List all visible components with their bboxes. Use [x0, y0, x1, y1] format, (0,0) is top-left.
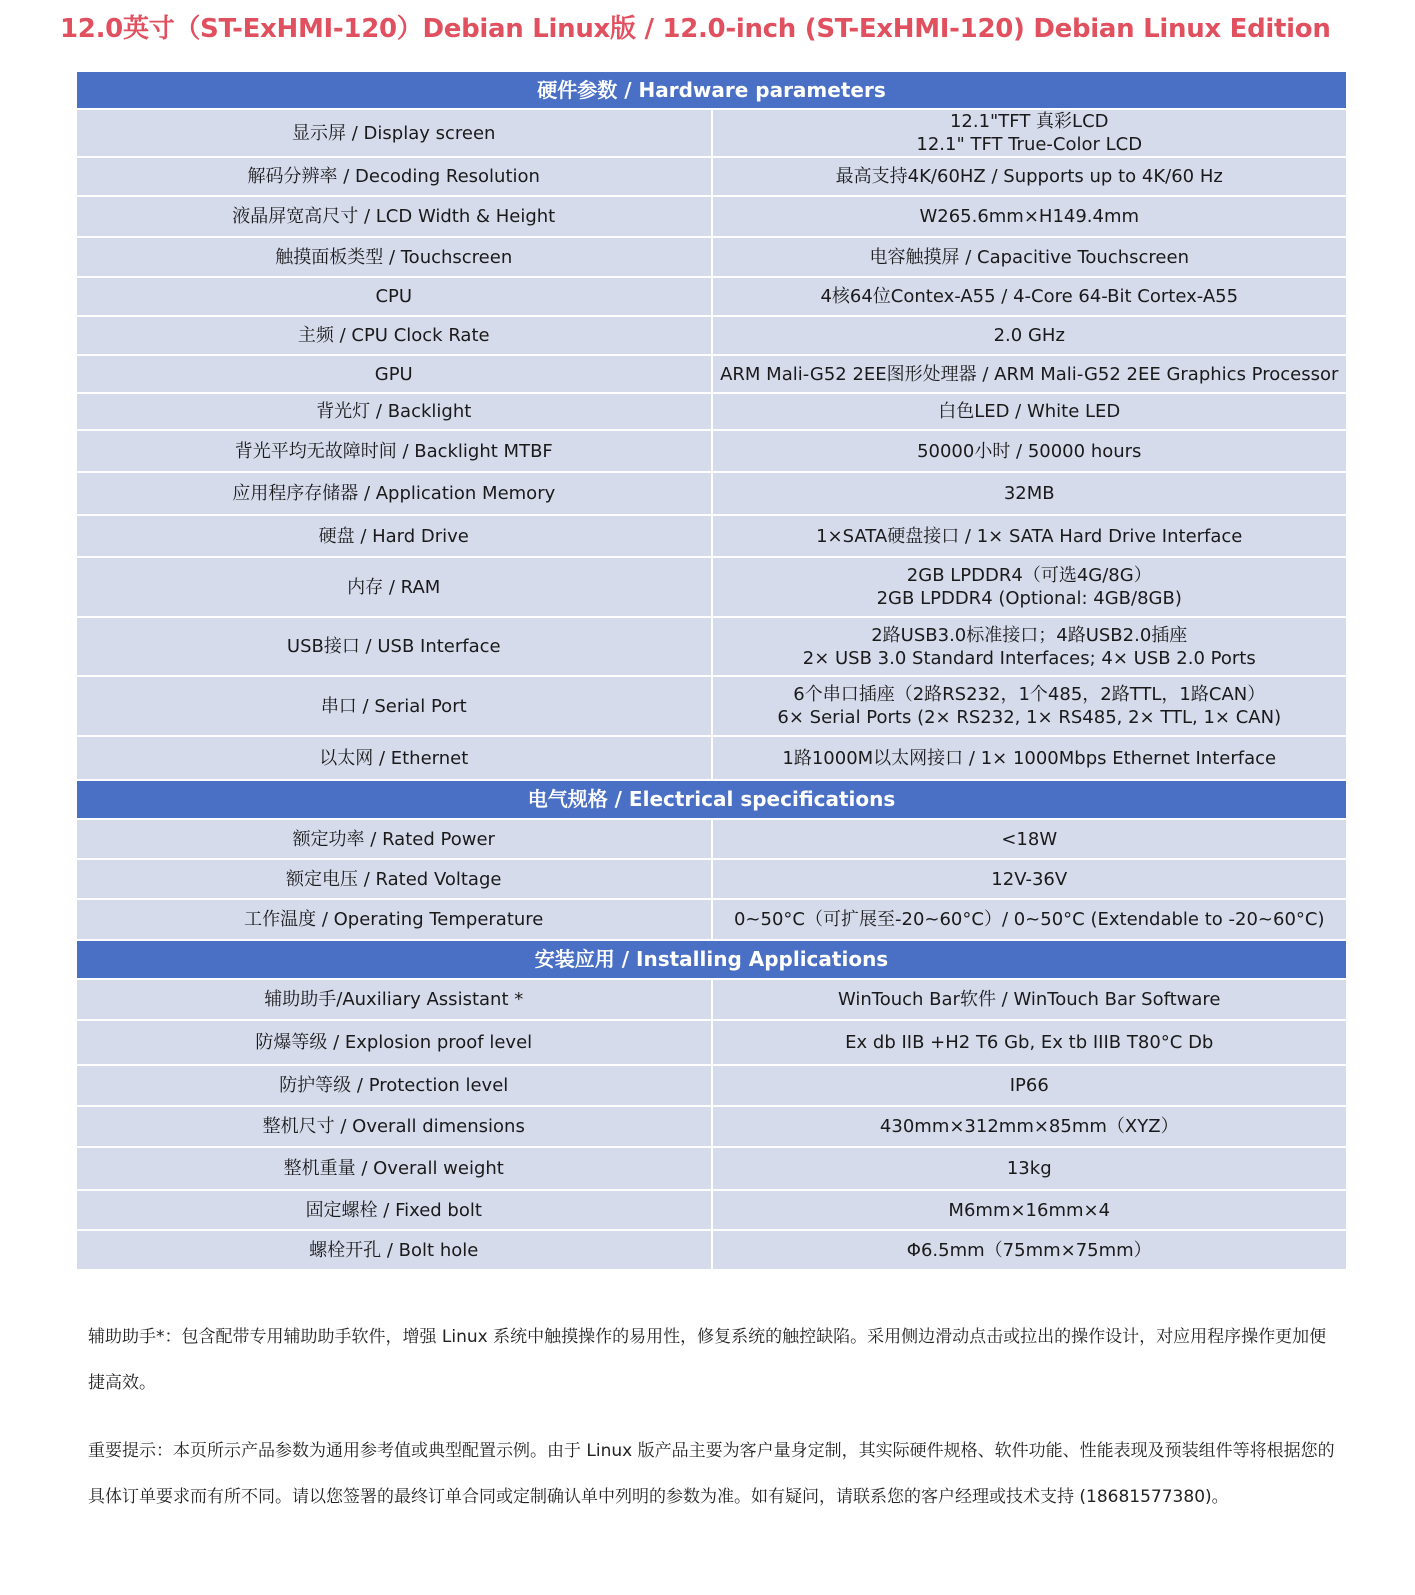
- spec-row: [76, 515, 1347, 557]
- spec-label: 螺栓开孔 / Bolt hole: [76, 1230, 712, 1270]
- spec-value: [712, 1106, 1348, 1147]
- spec-row: [76, 109, 1347, 157]
- spec-label: 内存 / RAM: [76, 557, 712, 617]
- spec-value: [712, 819, 1348, 859]
- spec-value: [712, 109, 1348, 157]
- spec-value: [712, 1190, 1348, 1230]
- spec-label: 解码分辨率 / Decoding Resolution: [76, 157, 712, 196]
- spec-label: CPU: [76, 277, 712, 316]
- spec-value: [712, 1230, 1348, 1270]
- spec-value-line: 50000小时 / 50000 hours: [917, 440, 1142, 462]
- spec-row: [76, 157, 1347, 196]
- spec-value-line-2: 12.1" TFT True-Color LCD: [916, 134, 1143, 155]
- spec-value: [712, 355, 1348, 393]
- spec-value-line-2: 2× USB 3.0 Standard Interfaces; 4× USB 2.0 Ports: [802, 647, 1256, 669]
- spec-value: [712, 316, 1348, 355]
- spec-value-line: 12V-36V: [991, 868, 1068, 890]
- important-note: 重要提示：本页所示产品参数为通用参考值或典型配置示例。由于 Linux 版产品主要为客户量身定制，其实际硬件规格、软件功能、性能表现及预装组件等将根据您的具体订单要求而有所不同。请以您签署的最终订单合同或定制确认单中列明的参数为准。如有疑问，请联系您的客户经理或技术支持 (18681577380)。: [88, 1441, 1335, 1507]
- spec-label: USB接口 / USB Interface: [76, 617, 712, 676]
- spec-value: [712, 617, 1348, 676]
- spec-row: [76, 1106, 1347, 1147]
- spec-value-line-2: 6× Serial Ports (2× RS232, 1× RS485, 2× TTL, 1× CAN): [777, 707, 1282, 728]
- spec-value: [712, 557, 1348, 617]
- spec-row: [76, 819, 1347, 859]
- spec-row: [76, 430, 1347, 472]
- spec-value-line: 430mm×312mm×85mm（XYZ）: [879, 1116, 1179, 1137]
- spec-value-line: 1路1000M以太网接口 / 1× 1000Mbps Ethernet Interface: [782, 747, 1277, 769]
- spec-label: 额定功率 / Rated Power: [76, 819, 712, 859]
- spec-value-line: 白色LED / White LED: [938, 401, 1121, 422]
- spec-label: 额定电压 / Rated Voltage: [76, 859, 712, 899]
- spec-value: [712, 157, 1348, 196]
- spec-value: [712, 430, 1348, 472]
- spec-label: 工作温度 / Operating Temperature: [76, 899, 712, 940]
- spec-value-line: Φ6.5mm（75mm×75mm）: [906, 1239, 1152, 1261]
- spec-value-line: M6mm×16mm×4: [948, 1199, 1111, 1221]
- spec-value: [712, 676, 1348, 736]
- spec-value: [712, 1020, 1348, 1065]
- spec-value-line: 1×SATA硬盘接口 / 1× SATA Hard Drive Interface: [816, 525, 1243, 547]
- spec-label: 液晶屏宽高尺寸 / LCD Width & Height: [76, 196, 712, 237]
- section-header: [76, 940, 1347, 979]
- spec-row: [76, 859, 1347, 899]
- spec-value-line: 2路USB3.0标准接口；4路USB2.0插座: [871, 624, 1188, 646]
- section-heading: 硬件参数 / Hardware parameters: [76, 71, 1347, 109]
- spec-row: [76, 1065, 1347, 1106]
- spec-value: [712, 899, 1348, 940]
- spec-value-line: W265.6mm×H149.4mm: [919, 206, 1140, 227]
- spec-label: 串口 / Serial Port: [76, 676, 712, 736]
- spec-label: 触摸面板类型 / Touchscreen: [76, 237, 712, 277]
- spec-row: [76, 1230, 1347, 1270]
- spec-label: 主频 / CPU Clock Rate: [76, 316, 712, 355]
- spec-value-line-2: 2GB LPDDR4 (Optional: 4GB/8GB): [876, 588, 1182, 609]
- spec-label: 应用程序存储器 / Application Memory: [76, 472, 712, 515]
- spec-row: [76, 1020, 1347, 1065]
- spec-value: [712, 979, 1348, 1020]
- spec-row: [76, 736, 1347, 780]
- spec-row: [76, 979, 1347, 1020]
- assistant-note: 辅助助手*：包含配带专用辅助助手软件，增强 Linux 系统中触摸操作的易用性，修复系统的触控缺陷。采用侧边滑动点击或拉出的操作设计，对应用程序操作更加便捷高效。: [88, 1327, 1327, 1393]
- spec-label: 防护等级 / Protection level: [76, 1065, 712, 1106]
- spec-value-line: 4核64位Contex-A55 / 4-Core 64-Bit Cortex-A55: [820, 286, 1239, 307]
- spec-value-line: <18W: [1001, 828, 1058, 850]
- spec-row: [76, 355, 1347, 393]
- spec-row: [76, 557, 1347, 617]
- spec-value: [712, 736, 1348, 780]
- spec-value-line: Ex db IIB +H2 T6 Gb, Ex tb IIIB T80°C Db: [845, 1032, 1214, 1053]
- spec-label: 防爆等级 / Explosion proof level: [76, 1020, 712, 1065]
- spec-value-line: 2.0 GHz: [993, 325, 1065, 346]
- spec-value-line: 32MB: [1003, 483, 1055, 504]
- spec-row: [76, 277, 1347, 316]
- spec-label: 背光灯 / Backlight: [76, 393, 712, 430]
- spec-value-line: 最高支持4K/60HZ / Supports up to 4K/60 Hz: [835, 166, 1223, 187]
- spec-value-line: IP66: [1009, 1075, 1049, 1096]
- spec-value: [712, 196, 1348, 237]
- spec-row: [76, 196, 1347, 237]
- spec-value-line: 电容触摸屏 / Capacitive Touchscreen: [869, 246, 1189, 268]
- spec-value: [712, 515, 1348, 557]
- section-heading: 安装应用 / Installing Applications: [76, 940, 1347, 979]
- spec-label: GPU: [76, 355, 712, 393]
- spec-label: 硬盘 / Hard Drive: [76, 515, 712, 557]
- spec-label: 固定螺栓 / Fixed bolt: [76, 1190, 712, 1230]
- spec-label: 背光平均无故障时间 / Backlight MTBF: [76, 430, 712, 472]
- section-header: [76, 71, 1347, 109]
- spec-row: [76, 617, 1347, 676]
- spec-row: [76, 676, 1347, 736]
- spec-value-line: ARM Mali-G52 2EE图形处理器 / ARM Mali-G52 2EE Graphics Processor: [720, 363, 1339, 385]
- spec-value: [712, 393, 1348, 430]
- spec-row: [76, 1147, 1347, 1190]
- spec-label: 显示屏 / Display screen: [76, 109, 712, 157]
- spec-value-line: 0~50°C（可扩展至-20~60°C）/ 0~50°C (Extendable to -20~60°C): [733, 909, 1325, 930]
- spec-row: [76, 316, 1347, 355]
- spec-value: [712, 1065, 1348, 1106]
- spec-row: [76, 237, 1347, 277]
- spec-value-line: 13kg: [1006, 1158, 1052, 1179]
- spec-label: 整机重量 / Overall weight: [76, 1147, 712, 1190]
- spec-value-line: 6个串口插座（2路RS232，1个485，2路TTL，1路CAN）: [793, 684, 1266, 705]
- spec-value-line: WinTouch Bar软件 / WinTouch Bar Software: [837, 989, 1221, 1010]
- spec-value: [712, 277, 1348, 316]
- section-header: [76, 780, 1347, 819]
- spec-value: [712, 237, 1348, 277]
- spec-value: [712, 1147, 1348, 1190]
- spec-row: [76, 472, 1347, 515]
- spec-row: [76, 1190, 1347, 1230]
- spec-row: [76, 899, 1347, 940]
- spec-value: [712, 472, 1348, 515]
- spec-value: [712, 859, 1348, 899]
- spec-label: 整机尺寸 / Overall dimensions: [76, 1106, 712, 1147]
- spec-row: [76, 393, 1347, 430]
- page-title: 12.0英寸（ST-ExHMI-120）Debian Linux版 / 12.0-inch (ST-ExHMI-120) Debian Linux Edition: [60, 14, 1331, 44]
- spec-label: 辅助助手/Auxiliary Assistant *: [76, 979, 712, 1020]
- section-heading: 电气规格 / Electrical specifications: [76, 780, 1347, 819]
- spec-value-line: 2GB LPDDR4（可选4G/8G）: [906, 565, 1152, 586]
- spec-table: [75, 70, 1348, 1271]
- spec-label: 以太网 / Ethernet: [76, 736, 712, 780]
- spec-value-line: 12.1"TFT 真彩LCD: [949, 111, 1109, 132]
